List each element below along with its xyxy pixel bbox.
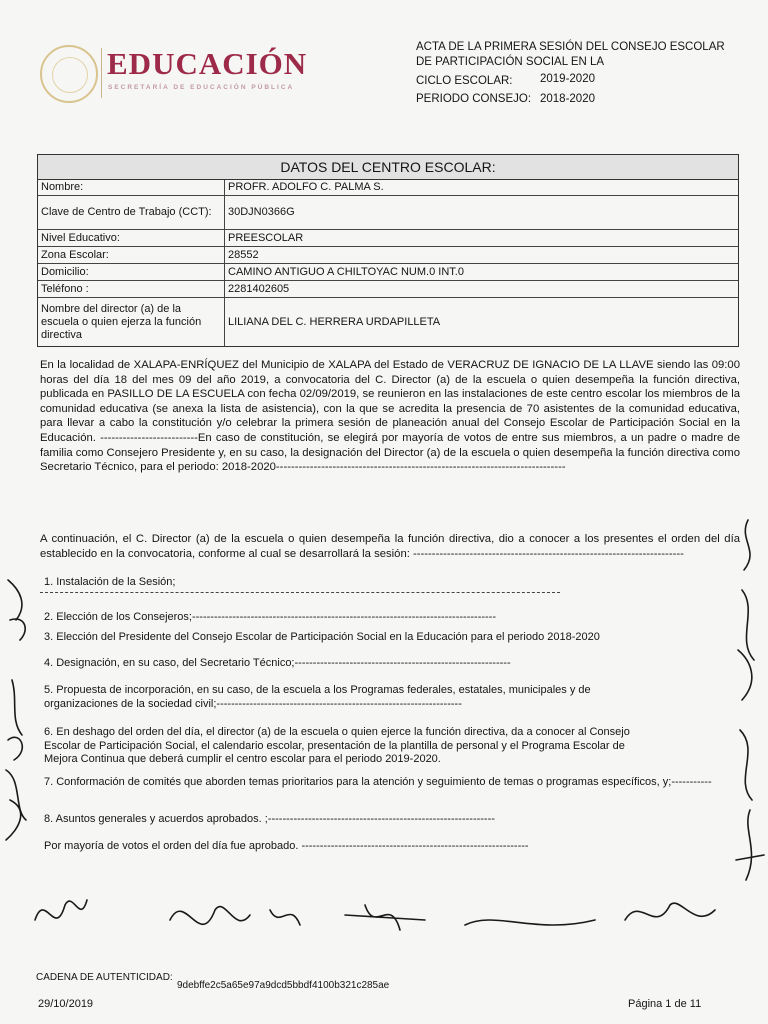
table-row (38, 298, 738, 346)
divider (40, 592, 560, 593)
agenda-item: 3. Elección del Presidente del Consejo Escolar de Participación Social en la Educación para el periodo 2018-2020 (44, 631, 600, 643)
agenda-item: 1. Instalación de la Sesión; (44, 576, 176, 588)
logo-divider (101, 48, 102, 98)
logo-subtext: SECRETARÍA DE EDUCACIÓN PÚBLICA (108, 84, 295, 91)
authenticity-hash: 9debffe2c5a65e97a9dcd5bbdf4100b321c285ae (177, 980, 390, 991)
ciclo-label: CICLO ESCOLAR: (416, 75, 513, 87)
government-seal-icon (40, 45, 98, 103)
row-value: 30DJN0366G (228, 206, 295, 218)
row-value: PROFR. ADOLFO C. PALMA S. (228, 181, 384, 193)
document-title-line2: DE PARTICIPACIÓN SOCIAL EN LA (416, 56, 605, 68)
table-row (38, 247, 738, 264)
document-title-line1: ACTA DE LA PRIMERA SESIÓN DEL CONSEJO ESCOLAR (416, 41, 725, 53)
row-value: CAMINO ANTIGUO A CHILTOYAC NUM.0 INT.0 (228, 265, 464, 278)
table-row (38, 230, 738, 247)
row-label: Nivel Educativo: (38, 230, 225, 246)
authenticity-label: CADENA DE AUTENTICIDAD: (36, 972, 173, 983)
agenda-intro: A continuación, el C. Director (a) de la escuela o quien desempeña la función directiva, dio a conocer a los presentes el orden del día establecido en la convocatoria, conforme al cual se desarrollará la sesión: ------------------------------------------------------------------------ (40, 533, 740, 560)
agenda-item: 4. Designación, en su caso, del Secretario Técnico;----------------------------------------------------------- (44, 657, 511, 669)
row-label: Teléfono : (38, 281, 225, 297)
row-value: 2281402605 (228, 282, 290, 295)
table-row (38, 196, 738, 230)
agenda-item: 6. En deshago del orden del día, el director (a) de la escuela o quien ejerce la función directiva, da a conocer al Consejo Escolar de Participación Social, el calendario escolar, presentación de la plantilla de personal y el Programa Escolar de Mejora Continua que deberá cumplir el centro escolar para el periodo 2019-2020. (44, 726, 630, 765)
logo-text: EDUCACIÓN (107, 46, 308, 81)
periodo-label: PERIODO CONSEJO: (416, 93, 532, 105)
right-margin-signatures (730, 510, 768, 890)
row-label: Nombre del director (a) de la escuela o quien ejerza la función directiva (38, 298, 225, 346)
periodo-value: 2018-2020 (540, 93, 595, 105)
row-label: Nombre: (38, 180, 225, 195)
bottom-signatures (25, 880, 725, 970)
page-number: Página 1 de 11 (628, 998, 702, 1010)
school-data-table (37, 154, 739, 347)
row-value: LILIANA DEL C. HERRERA URDAPILLETA (228, 315, 441, 328)
agenda-item: 7. Conformación de comités que aborden temas prioritarios para la atención y seguimiento de temas o programas específicos, y;----------- (44, 776, 712, 788)
row-value: 28552 (228, 248, 259, 261)
agenda-item: 5. Propuesta de incorporación, en su caso, de la escuela a los Programas federales, estatales, municipales y de organizaciones de la sociedad civil;------------------------------------------------------------------- (44, 684, 591, 710)
session-paragraph: En la localidad de XALAPA-ENRÍQUEZ del Municipio de XALAPA del Estado de VERACRUZ DE IGNACIO DE LA LLAVE siendo las 09:00 horas del día 18 del mes 09 del año 2019, a convocatoria del C. Director (a) de la escuela o quien desempeña la función directiva, publicada en PASILLO DE LA ESCUELA con fecha 02/09/2019, se reunieron en las instalaciones de este centro escolar los miembros de la comunidad educativa (se anexa la lista de asistencia), con la que se acredita la presencia de 70 asistentes de la comunidad educativa, para llevar a cabo la constitución y/o celebrar la primera sesión de planeación anual del Consejo Escolar de Participación Social en la Educación. --------------------------En caso de constitución, se elegirá por mayoría de votos de entre sus miembros, a un padre o madre de familia como Consejero Presidente y, en su caso, la designación del Director (a) de la escuela o quien desempeña la función directiva como Secretario Técnico, para el periodo: 2018-2020----------------------------------------------------------------------------- (40, 359, 740, 474)
left-margin-signatures (0, 560, 40, 850)
agenda-item: 8. Asuntos generales y acuerdos aprobados. ;-------------------------------------------------------------- (44, 813, 495, 825)
agenda-item: 2. Elección de los Consejeros;----------------------------------------------------------------------------------- (44, 611, 497, 623)
table-row (38, 264, 738, 281)
row-label: Clave de Centro de Trabajo (CCT): (38, 196, 225, 229)
row-value: PREESCOLAR (228, 231, 304, 244)
row-label: Domicilio: (38, 264, 225, 280)
table-title: DATOS DEL CENTRO ESCOLAR: (38, 155, 738, 180)
agenda-item: Por mayoría de votos el orden del día fue aprobado. -------------------------------------------------------------- (44, 840, 529, 852)
table-row (38, 281, 738, 298)
row-label: Zona Escolar: (38, 247, 225, 263)
ciclo-value: 2019-2020 (540, 73, 595, 85)
table-row (38, 180, 738, 196)
footer-date: 29/10/2019 (38, 998, 94, 1010)
